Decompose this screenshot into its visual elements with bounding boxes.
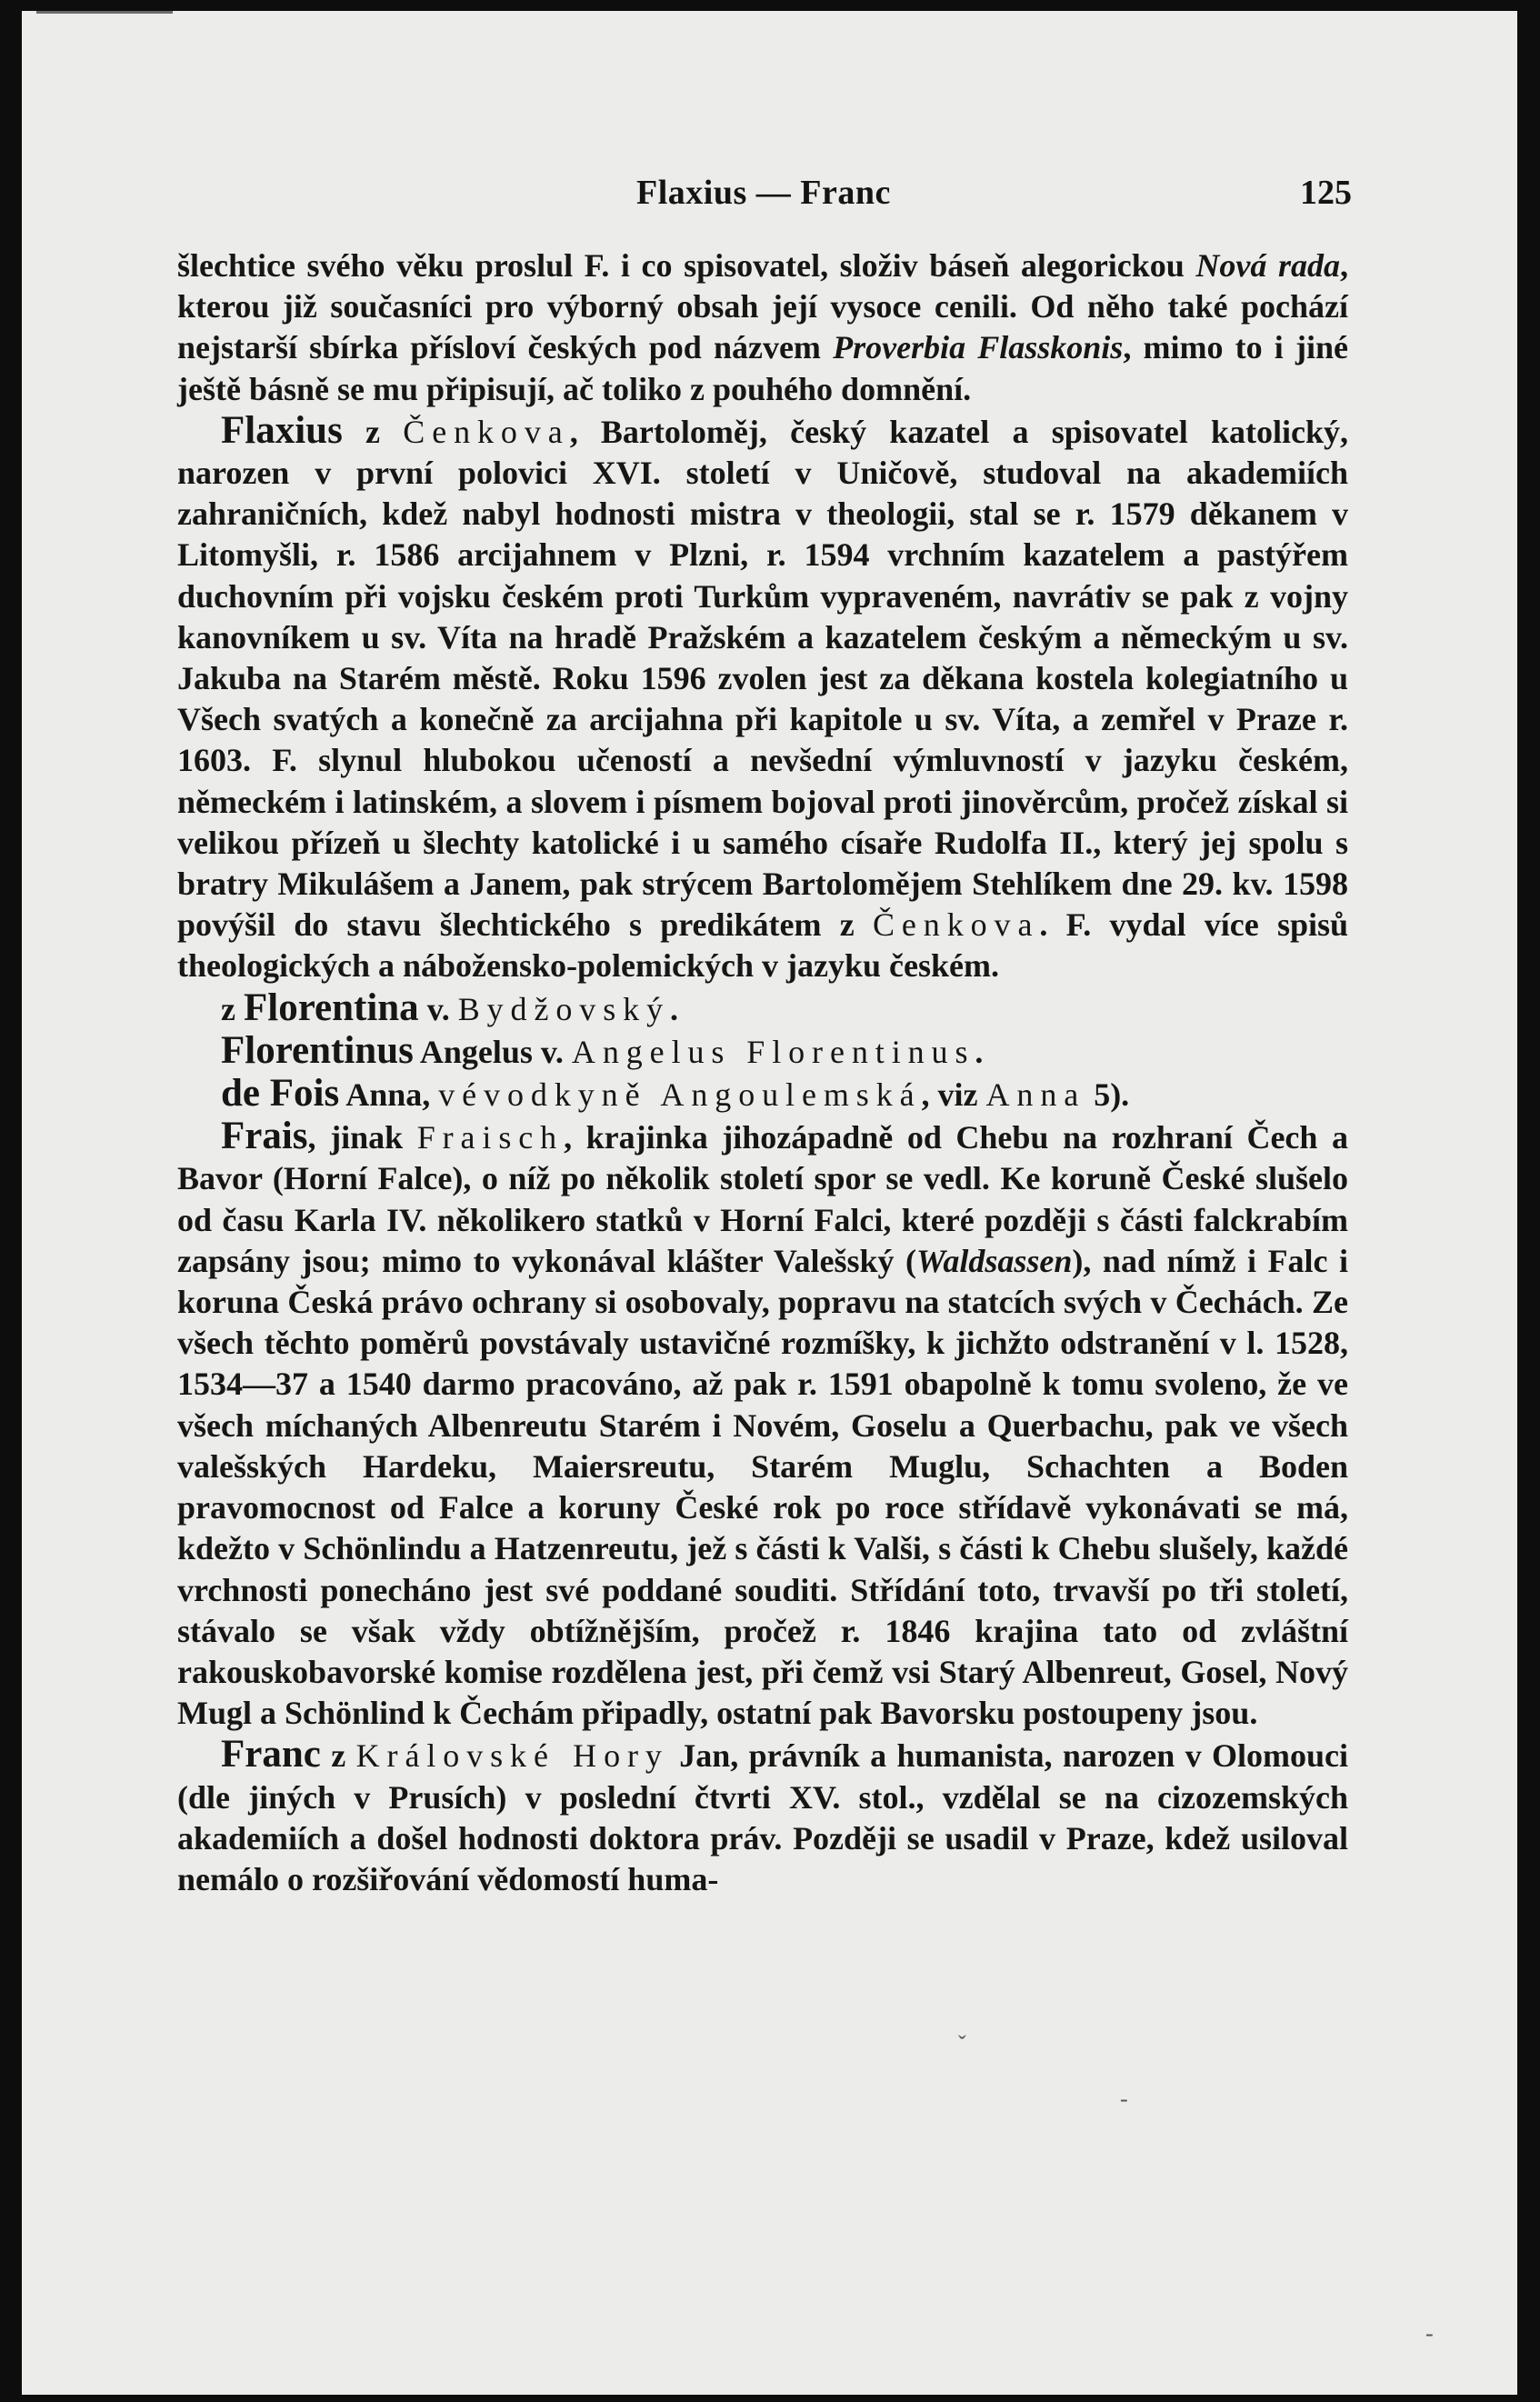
entry-headword: Florentina	[243, 986, 419, 1029]
entry-florentina: z Florentina v. Bydžovský.	[221, 986, 678, 1029]
entry-headword: Frais	[221, 1115, 308, 1158]
entry-headword: Flaxius	[221, 408, 343, 452]
work-title: Nová rada	[1195, 247, 1340, 284]
page-number: 125	[1300, 174, 1352, 212]
entry-flaxius: Flaxius z Čenkova, Bartoloměj, český kazatel a spisovatel katolický, narozen v první polovici XVI. století v Uničově, studoval na akademiích zahraničních, kdež nabyl hodnosti mistra v theologii, stal se r. 1579 děkanem v Litomyšli, r. 1586 arcijahnem v Plzni, r. 1594 vrchním kazatelem a pastýřem duchovním při vojsku českém proti Turkům vypraveném, navrátiv se pak z vojny kanovníkem u sv. Víta na hradě Pražském a kazatelem českým a německým u sv. Jakuba na Starém městě. Roku 1596 zvolen jest za děkana kostela kolegiatního u Všech svatých a konečně za arcijahna při kapitole u sv. Víta, a zemřel v Praze r. 1603. F. slynul hlubokou učeností a nevšední výmluvností v jazyku českém, německém i latinském, a slovem i písmem bojoval proti jinověrcům, pročež získal si velikou přízeň u šlechty katolické i u samého císaře Rudolfa II., který jej spolu s bratry Mikulášem a Janem, pak strýcem Bartolomějem Stehlíkem dne 29. kv. 1598 povýšil do stavu šlechtického s predikátem z Čenkova. F. vydal více spisů theologických a nábožensko-polemických v jazyku českém.	[177, 408, 1349, 985]
entry-de-fois: de Fois Anna, vévodkyně Angoulemská, viz Anna 5).	[221, 1072, 1130, 1116]
entry-franc: Franc z Královské Hory Jan, právník a humanista, narozen v Olomouci (dle jiných v Prusích) v poslední čtvrti XV. stol., vzdělal se na cizozemských akademiích a došel hodnosti doktora práv. Později se usadil v Praze, kdež usiloval nemálo o rozšiřování vědomostí huma-	[177, 1733, 1348, 1897]
running-head: Flaxius — Franc	[636, 174, 891, 212]
book-page	[22, 11, 1517, 2395]
entry-headword: Florentinus	[221, 1028, 414, 1072]
scan-speck: -	[1425, 2320, 1434, 2347]
body-text	[177, 245, 1348, 1900]
scan-edge-mark	[36, 11, 173, 14]
scan-speck: ˇ	[958, 2031, 966, 2057]
entry-headword: de Fois	[221, 1072, 340, 1116]
work-title: Proverbia Flasskonis	[833, 329, 1124, 366]
entry-florentinus: Florentinus Angelus v. Angelus Florentinus.	[221, 1028, 984, 1072]
scan-speck: -	[1120, 2086, 1128, 2112]
paragraph-continuation: šlechtice svého věku proslul F. i co spisovatel, složiv báseň alegorickou Nová rada, kterou již současníci pro výborný obsah její vysoce cenili. Od něho také pochází nejstarší sbírka přísloví českých pod názvem Proverbia Flasskonis, mimo to i jiné ještě básně se mu připisují, ač toliko z pouhého domnění.	[177, 247, 1348, 407]
entry-headword: Franc	[221, 1733, 321, 1776]
entry-frais: Frais, jinak Fraisch, krajinka jihozápadně od Chebu na rozhraní Čech a Bavor (Horní Falce), o níž po několik století spor se vedl. Ke koruně České slušelo od času Karla IV. několikero statků v Horní Falci, které později s části falckrabím zapsány jsou; mimo to vykonával klášter Valešský (Waldsassen), nad nímž i Falc i koruna Česká právo ochrany si osobovaly, popravu na statcích svých v Čechách. Ze všech těchto poměrů povstávaly ustavičné rozmíšky, k jichžto odstranění v l. 1528, 1534—37 a 1540 darmo pracováno, až pak r. 1591 obapolně k tomu svoleno, že ve všech míchaných Albenreutu Starém i Novém, Goselu a Querbachu, pak ve všech valešských Hardeku, Maiersreutu, Starém Muglu, Schachten a Boden pravomocnost od Falce a koruny České rok po roce střídavě vykonávati se má, kdežto v Schönlindu a Hatzenreutu, jež s části k Valši, s části k Chebu slušely, každé vrchnosti ponecháno jest své poddané souditi. Střídání toto, trvavší po tři století, stávalo se však vždy obtížnějším, pročež r. 1846 krajina tato od zvláštní rakouskobavorské komise rozdělena jest, při čemž vsi Starý Albenreut, Gosel, Nový Mugl a Schönlind k Čechám připadly, ostatní pak Bavorsku postoupeny jsou.	[177, 1115, 1348, 1732]
page-header	[22, 173, 1517, 218]
work-title: Waldsassen	[916, 1242, 1073, 1279]
